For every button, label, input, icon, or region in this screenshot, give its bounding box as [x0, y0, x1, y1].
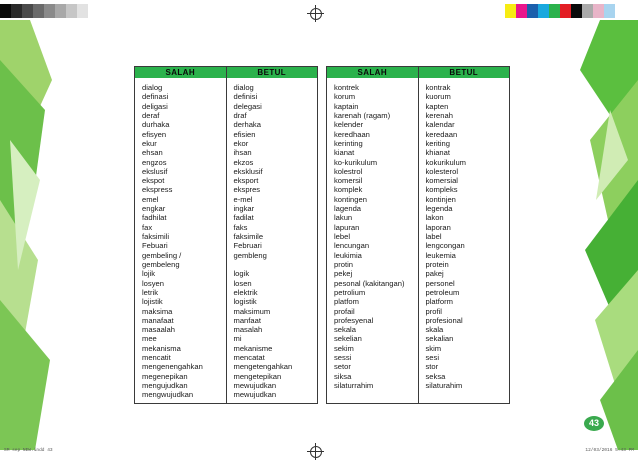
word-entry: khianat	[425, 148, 450, 158]
word-entry: karenah (ragam)	[334, 110, 391, 120]
word-entry: kaptain	[334, 101, 359, 111]
word-entry: mengenengahkan	[142, 362, 203, 372]
word-entry: deligasi	[142, 101, 168, 111]
word-entry: letrik	[142, 287, 159, 297]
color-swatch	[582, 4, 593, 18]
word-entry: profesyenal	[334, 315, 374, 325]
word-entry: seksa	[425, 371, 446, 381]
left-salah-column	[135, 78, 226, 403]
right-spelling-table	[326, 66, 510, 404]
word-entry: engzos	[142, 157, 167, 167]
word-entry: lagenda	[334, 204, 362, 214]
right-betul-column	[418, 78, 510, 403]
gray-swatch	[0, 4, 11, 18]
gray-swatch	[77, 4, 88, 18]
word-entry: kapten	[425, 101, 449, 111]
word-entry: durhaka	[142, 120, 170, 130]
word-entry: komplek	[334, 185, 363, 195]
word-entry: pesonal (kakitangan)	[334, 278, 405, 288]
color-swatch	[593, 4, 604, 18]
word-entry: kontrek	[334, 83, 359, 92]
word-entry: sekelian	[334, 334, 362, 344]
right-table-header	[327, 67, 509, 78]
word-entry: mengwujudkan	[142, 390, 194, 400]
word-entry: sessi	[334, 353, 352, 363]
word-entry: kuorum	[425, 92, 451, 102]
footer-timestamp: 12/03/2016 5:43 PM	[585, 448, 634, 453]
grayscale-bar	[0, 4, 88, 18]
word-entry: gembeling /	[142, 250, 182, 260]
left-spelling-table	[134, 66, 318, 404]
word-entry: ekzos	[233, 157, 254, 167]
color-swatch	[560, 4, 571, 18]
word-entry: mekanisme	[233, 343, 273, 353]
word-entry: kokurikulum	[425, 157, 467, 167]
word-entry: e-mel	[233, 194, 253, 204]
word-entry: draf	[233, 110, 247, 120]
word-entry: silaturrahim	[334, 381, 374, 390]
color-swatch	[571, 4, 582, 18]
word-entry: losen	[233, 278, 252, 288]
word-entry: masalah	[233, 325, 263, 335]
word-entry: siksa	[334, 371, 352, 381]
left-header-salah: SALAH	[165, 68, 196, 77]
word-entry: eksklusif	[233, 166, 263, 176]
word-entry: kerinting	[334, 138, 363, 148]
word-entry: lengcongan	[425, 241, 465, 251]
word-entry: deraf	[142, 110, 160, 120]
word-entry: ko-kurikulum	[334, 157, 378, 167]
gray-swatch	[66, 4, 77, 18]
word-entry: protein	[425, 259, 449, 269]
word-entry: mencatit	[142, 353, 171, 363]
word-entry: komersil	[334, 176, 363, 186]
word-entry: mekanisma	[142, 343, 181, 353]
word-entry: faksimili	[142, 232, 170, 241]
word-entry: mencatat	[233, 353, 265, 363]
word-entry: fax	[142, 222, 153, 232]
word-entry: derhaka	[233, 120, 261, 130]
word-entry: gembleng	[233, 250, 267, 260]
word-entry: sesi	[425, 353, 440, 363]
word-entry: stor	[425, 362, 439, 372]
word-entry: maksima	[142, 306, 173, 316]
word-entry: keredaan	[425, 129, 458, 139]
word-entry: definisi	[233, 92, 258, 102]
word-entry: mengetengahkan	[233, 362, 293, 372]
color-swatch	[604, 4, 615, 18]
right-header-salah: SALAH	[357, 68, 388, 77]
word-entry: ihsan	[233, 148, 252, 158]
word-entry: manfaat	[233, 315, 261, 325]
word-entry: mengujudkan	[142, 381, 188, 390]
gray-swatch	[33, 4, 44, 18]
word-entry: definasi	[142, 92, 169, 102]
word-entry: mewujudkan	[233, 390, 277, 400]
word-entry: ekspot	[142, 176, 165, 186]
right-header-betul: BETUL	[418, 67, 510, 78]
word-entry: emel	[142, 194, 159, 204]
word-entry: skala	[425, 325, 444, 335]
word-entry: petrolium	[334, 287, 366, 297]
word-entry: logik	[233, 269, 250, 279]
word-entry: kianat	[334, 148, 355, 158]
word-entry: megenepikan	[142, 371, 188, 381]
word-entry: efisien	[233, 129, 256, 139]
word-entry: mee	[142, 334, 157, 344]
word-entry: fadilat	[233, 213, 254, 223]
word-entry: mi	[233, 334, 242, 344]
word-entry: kontinjen	[425, 194, 456, 204]
word-entry: fadhilat	[142, 213, 167, 223]
gray-swatch	[11, 4, 22, 18]
word-entry: kontingen	[334, 194, 367, 204]
color-swatch	[516, 4, 527, 18]
word-entry: platfom	[334, 297, 359, 307]
word-entry: manafaat	[142, 315, 174, 325]
word-entry: eksport	[233, 176, 259, 186]
color-swatch	[538, 4, 549, 18]
word-entry: dialog	[142, 83, 163, 92]
gray-swatch	[55, 4, 66, 18]
word-entry: ekor	[233, 138, 249, 148]
word-entry: label	[425, 232, 442, 241]
word-entry: keredhaan	[334, 129, 370, 139]
word-entry: lojik	[142, 269, 156, 279]
word-entry: losyen	[142, 278, 164, 288]
word-entry: platform	[425, 297, 453, 307]
color-swatch	[505, 4, 516, 18]
word-entry: masaalah	[142, 325, 175, 335]
word-entry: ekslusif	[142, 166, 168, 176]
word-entry: ekspres	[233, 185, 261, 195]
word-entry: lencungan	[334, 241, 370, 251]
word-entry: mewujudkan	[233, 381, 277, 390]
word-entry: kontrak	[425, 83, 451, 92]
word-entry: elektrik	[233, 287, 258, 297]
word-entry: setor	[334, 362, 351, 372]
left-table-header	[135, 67, 317, 78]
word-entry: ingkar	[233, 204, 255, 214]
word-entry: kompleks	[425, 185, 458, 195]
word-entry: dialog	[233, 83, 254, 92]
word-entry: ehsan	[142, 148, 163, 158]
word-entry: maksimum	[233, 306, 271, 316]
word-entry: profil	[425, 306, 442, 316]
word-entry: kolesterol	[425, 166, 458, 176]
word-entry	[234, 260, 318, 269]
word-entry: lebel	[334, 232, 351, 241]
word-entry: pakej	[425, 269, 444, 279]
gray-swatch	[44, 4, 55, 18]
right-green-decoration	[560, 20, 638, 450]
word-entry: profail	[334, 306, 355, 316]
word-entry: silaturahim	[425, 381, 463, 390]
word-entry: lapuran	[334, 222, 360, 232]
left-header-betul: BETUL	[226, 67, 318, 78]
word-entry: laporan	[425, 222, 451, 232]
word-entry: leukemia	[425, 250, 456, 260]
word-entry: kalendar	[425, 120, 455, 130]
right-salah-column	[327, 78, 418, 403]
color-swatch	[549, 4, 560, 18]
word-entry: ekspress	[142, 185, 173, 195]
word-entry: faksimile	[233, 232, 264, 241]
word-entry: personel	[425, 278, 455, 288]
word-entry: engkar	[142, 204, 166, 214]
word-entry: sekalian	[425, 334, 454, 344]
word-entry: komersial	[425, 176, 458, 186]
registration-mark-top	[310, 8, 322, 20]
word-entry: logistik	[233, 297, 257, 307]
color-bar	[505, 4, 615, 18]
word-entry: mengetepikan	[233, 371, 282, 381]
word-entry: faks	[233, 222, 248, 232]
word-entry: Febuari	[142, 241, 168, 251]
footer-file-info: SM sep NEW.indd 43	[4, 448, 53, 453]
word-entry: leukimia	[334, 250, 362, 260]
page-number: 43	[584, 416, 604, 431]
word-entry: pekej	[334, 269, 353, 279]
gray-swatch	[22, 4, 33, 18]
word-entry: gembeleng	[142, 259, 180, 269]
word-entry: ekur	[142, 138, 157, 148]
word-entry: petroleum	[425, 287, 460, 297]
word-entry: profesional	[425, 315, 463, 325]
word-entry: kolestrol	[334, 166, 363, 176]
word-entry: korum	[334, 92, 356, 102]
word-entry: Februari	[233, 241, 262, 251]
word-entry: protin	[334, 259, 353, 269]
word-entry: lakon	[425, 213, 444, 223]
registration-mark-bottom	[310, 446, 322, 458]
word-entry: kelender	[334, 120, 364, 130]
word-entry: sekala	[334, 325, 356, 335]
word-entry: lojistik	[142, 297, 163, 307]
color-swatch	[527, 4, 538, 18]
word-entry: efisyen	[142, 129, 167, 139]
word-entry: kerenah	[425, 110, 453, 120]
word-entry: skim	[425, 343, 442, 353]
word-entry: sekim	[334, 343, 354, 353]
word-entry: lakun	[334, 213, 353, 223]
word-entry: legenda	[425, 204, 453, 214]
left-green-decoration	[0, 20, 60, 450]
word-entry: keriting	[425, 138, 450, 148]
word-entry: delegasi	[233, 101, 262, 111]
left-betul-column	[226, 78, 318, 403]
